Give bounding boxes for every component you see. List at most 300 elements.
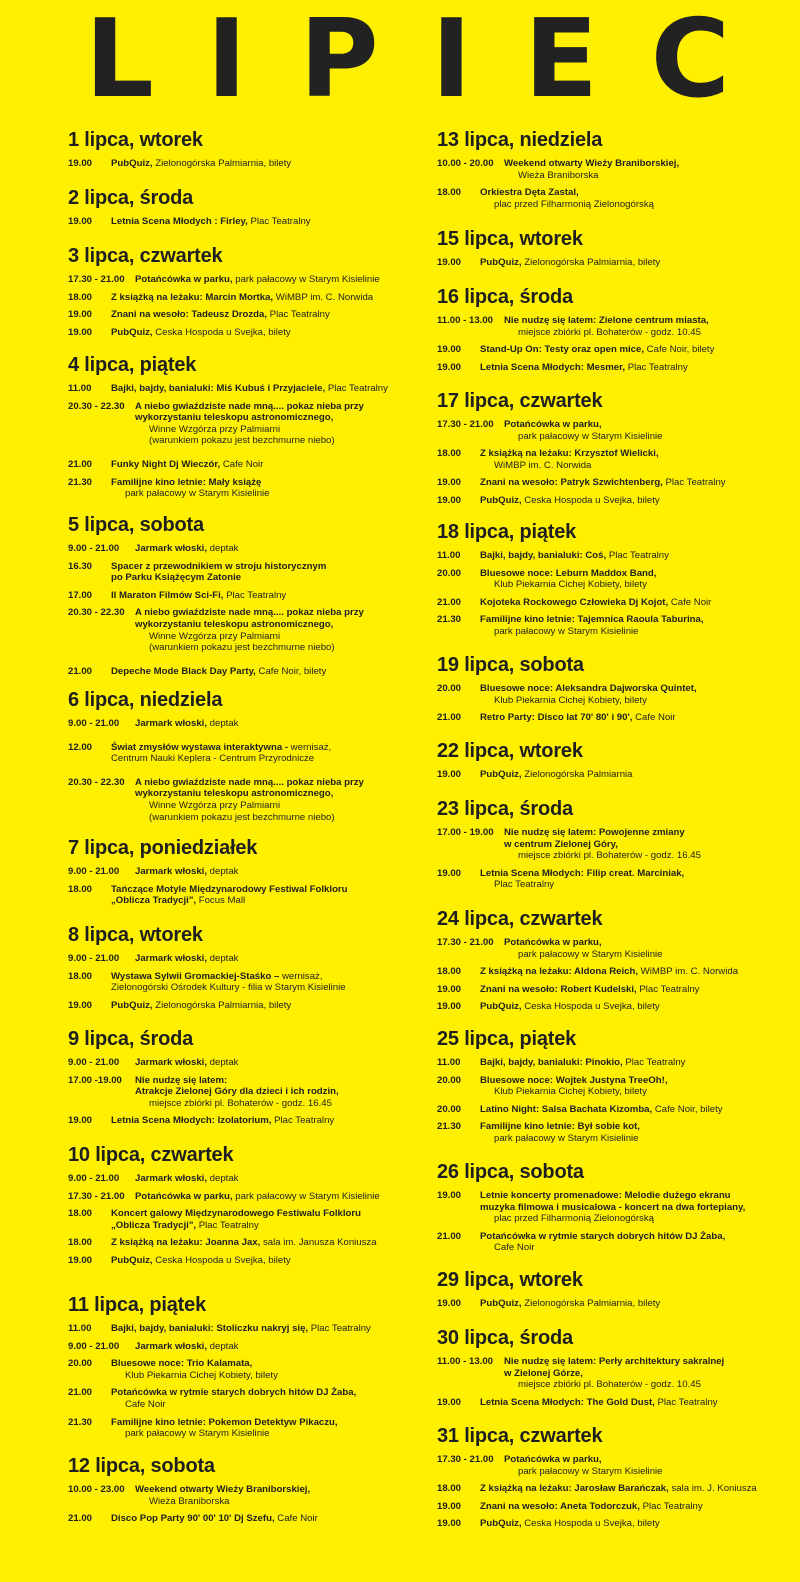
event-detail: Cafe Noir, bilety [652,1103,723,1115]
event-title: Familijne kino letnie: Był sobie kot, [480,1121,640,1133]
event-time: 9.00 - 21.00 [68,1340,120,1352]
event-detail: Cafe Noir [274,1513,318,1525]
day-heading: 23 lipca, środa [437,798,573,820]
event-time: 19.00 [437,1190,462,1201]
event-detail: deptak [207,543,239,554]
event-row [68,158,428,170]
event-row [437,315,797,338]
event-detail: Zielonogórska Palmiarnia, bilety [152,158,292,169]
title-letter: I [431,0,472,122]
event-detail: park pałacowy w Starym Kisielinie [125,1428,270,1440]
event-title: Jarmark włoski, [135,543,207,554]
event-detail: miejsce zbiórki pl. Bohaterów - godz. 10.45 [518,1379,701,1391]
event-detail: park pałacowy w Starym Kisielinie [125,488,270,500]
day-heading: 7 lipca, poniedziałek [68,837,258,859]
event-time: 19.00 [437,1001,462,1013]
day-section [68,353,428,506]
event-title: Letnia Scena Młodych: Izolatorium, [111,1115,272,1127]
day-heading: 30 lipca, środa [437,1327,573,1349]
event-time: 21.30 [68,476,93,488]
event-detail: sala im. Janusza Koniusza [260,1237,377,1249]
event-title: Orkiestra Dęta Zastal, [480,187,579,199]
event-title: Letnia Scena Młodych: Filip creat. Marciniak, [480,867,685,879]
event-title: Nie nudzę się latem: Perły architektury sakralnej w Zielonej Górze, [504,1356,725,1379]
event-title: Nie nudzę się latem: Zielone centrum miasta, [504,315,709,326]
event-row [437,683,797,706]
event-row [68,292,428,304]
event-title: Bluesowe noce: Aleksandra Dajworska Quintet, [480,683,697,694]
event-detail: park pałacowy w Starym Kisielinie [232,274,380,285]
event-title: Weekend otwarty Wieży Braniborskiej, [135,1484,311,1495]
event-title: PubQuiz, [111,999,153,1011]
event-detail: Plac Teatralny [196,1219,259,1231]
event-title: Stand-Up On: Testy oraz open mice, [480,344,645,356]
event-time: 18.00 [437,187,462,199]
event-time: 19.00 [437,1298,462,1309]
event-row [68,590,428,602]
event-title: Bajki, bajdy, banialuki: Pinokio, [480,1057,623,1068]
event-row [437,1075,797,1098]
day-heading: 19 lipca, sobota [437,654,584,676]
event-detail: Plac Teatralny [325,383,388,394]
event-title: Jarmark włoski, [135,1057,207,1068]
event-detail: Zielonogórska Palmiarnia, bilety [152,999,292,1011]
event-detail: WiMBP im. C. Norwida [494,459,592,471]
event-detail: Winne Wzgórza przy Palmiarni (warunkiem pokazu jest bezchmurne niebo) [149,630,335,654]
day-section [437,520,797,644]
event-detail: Plac Teatralny [636,983,700,995]
event-title: PubQuiz, [480,1298,522,1309]
event-time: 18.00 [437,966,462,978]
event-detail: Winne Wzgórza przy Palmiarni (warunkiem pokazu jest bezchmurne niebo) [149,423,335,447]
event-title: Familijne kino letnie: Mały książę [111,476,262,488]
event-row [437,550,797,562]
day-heading: 5 lipca, sobota [68,514,204,536]
event-row [68,1191,428,1203]
event-detail: plac przed Filharmonią Zielonogórską [494,1213,654,1225]
event-title: Bajki, bajdy, banialuki: Miś Kubuś i Przyjaciele, [111,383,326,394]
event-detail: miejsce zbiórki pl. Bohaterów - godz. 10.45 [518,326,701,338]
event-row [68,1237,428,1249]
event-title: Bluesowe noce: Wojtek Justyna TreeOh!, [480,1074,668,1086]
event-row [68,401,428,447]
event-detail: deptak [207,1340,239,1352]
event-row [437,495,797,507]
event-time: 19.00 [437,361,462,373]
day-section [68,244,428,344]
day-heading: 16 lipca, środa [437,286,573,308]
event-time: 20.00 [437,1074,462,1086]
day-section [68,688,428,829]
event-title: Wystawa Sylwii Gromackiej-Staśko – [111,970,280,982]
day-heading: 25 lipca, piątek [437,1028,577,1050]
event-time: 19.00 [68,1115,93,1127]
event-time: 11.00 [437,1057,461,1068]
day-section [437,389,797,513]
event-title: Familijne kino letnie: Pokemon Detektyw Pikaczu, [111,1416,338,1428]
event-detail: Zielonogórska Palmiarnia, bilety [521,257,661,268]
event-title: Letnie koncerty promenadowe: Melodie dużego ekranu muzyka filmowa i musicalowa - koncert na dwa fortepiany, [480,1190,746,1213]
event-detail: Plac Teatralny [308,1323,371,1334]
event-title: PubQuiz, [111,158,153,169]
event-row [437,597,797,609]
event-title: Jarmark włoski, [135,718,207,729]
title-letter: L [85,0,154,122]
event-row [68,1358,428,1381]
event-time: 19.00 [68,309,93,321]
event-title: Bluesowe noce: Trio Kalamata, [111,1358,253,1370]
event-time: 17.30 - 21.00 [437,1454,494,1465]
event-title: Potańcówka w parku, [504,419,602,430]
title-letter: I [206,0,247,122]
event-title: PubQuiz, [480,1001,522,1013]
event-detail: park pałacowy w Starym Kisielinie [494,625,639,637]
day-section [68,1454,428,1531]
event-detail: Cafe Noir [632,712,676,724]
event-title: PubQuiz, [480,1518,522,1530]
event-time: 19.00 [437,477,462,489]
event-row [437,1356,797,1391]
event-title: Świat zmysłów wystawa interaktywna - [111,741,289,753]
event-row [68,1341,428,1353]
event-row [437,827,797,862]
event-row [437,419,797,442]
event-row [68,666,428,678]
event-detail: Zielonogórska Palmiarnia, bilety [521,1298,661,1309]
event-detail: plac przed Filharmonią Zielonogórską [494,198,654,210]
event-time: 18.00 [68,1208,93,1220]
event-title: Nie nudzę się latem: Powojenne zmiany w centrum Zielonej Góry, [504,827,685,850]
event-detail: Cafe Noir [668,596,712,608]
event-title: Jarmark włoski, [135,953,207,964]
event-title: Retro Party: Disco lat 70' 80' i 90', [480,712,633,724]
event-row [437,187,797,210]
event-row [68,274,428,286]
page-title [0,0,800,120]
event-row [437,1057,797,1069]
event-time: 17.00 [68,589,93,601]
event-title: Nie nudzę się latem: Atrakcje Zielonej Góry dla dzieci i ich rodzin, [135,1074,339,1098]
event-detail: deptak [207,718,239,729]
event-row [437,568,797,591]
event-detail: miejsce zbiórki pl. Bohaterów - godz. 16.45 [518,850,701,862]
event-time: 19.00 [437,983,462,995]
event-detail: WiMBP im. C. Norwida [273,291,374,303]
day-section [68,836,428,913]
day-heading: 31 lipca, czwartek [437,1425,603,1447]
event-title: Bajki, bajdy, banialuki: Stoliczku nakryj się, [111,1323,309,1334]
event-detail: Ceska Hospoda u Svejka, bilety [152,1254,291,1266]
event-time: 18.00 [68,883,93,895]
event-detail: park pałacowy w Starym Kisielinie [518,1465,663,1477]
day-section [437,1326,797,1414]
day-heading: 1 lipca, wtorek [68,129,203,151]
event-title: Potańcówka w parku, [135,1190,233,1202]
event-title: Jarmark włoski, [135,866,207,877]
event-time: 11.00 [68,1323,92,1334]
event-time: 11.00 - 13.00 [437,1356,494,1367]
day-section [68,513,428,683]
event-row [68,1173,428,1185]
event-detail: park pałacowy w Starym Kisielinie [232,1190,380,1202]
event-row [437,362,797,374]
event-title: PubQuiz, [111,326,153,338]
event-title: Potańcówka w parku, [135,274,233,285]
day-heading: 12 lipca, sobota [68,1455,215,1477]
event-row [68,742,428,765]
event-title: Potańcówka w rytmie starych dobrych hitów DJ Żaba, [111,1387,357,1399]
day-section [437,1424,797,1536]
day-heading: 9 lipca, środa [68,1028,194,1050]
event-row [437,966,797,978]
event-detail: Winne Wzgórza przy Palmiarni (warunkiem pokazu jest bezchmurne niebo) [149,799,335,823]
event-row [437,769,797,781]
event-row [68,1323,428,1335]
event-time: 20.00 [437,683,462,694]
event-detail: Cafe Noir [125,1398,166,1410]
event-detail: park pałacowy w Starym Kisielinie [494,1132,639,1144]
event-time: 17.30 - 21.00 [68,274,125,285]
event-time: 21.30 [437,1121,462,1133]
event-title: PubQuiz, [480,257,522,268]
day-heading: 26 lipca, sobota [437,1161,584,1183]
event-row [437,344,797,356]
event-row [68,884,428,907]
day-heading: 10 lipca, czwartek [68,1144,234,1166]
event-title: Znani na wesoło: Tadeusz Drozda, [111,309,268,321]
event-detail: wernisaż, Zielonogórski Ośrodek Kultury - filia w Starym Kisielinie [111,970,346,994]
event-row [68,459,428,471]
day-section [68,128,428,176]
event-detail: WiMBP im. C. Norwida [638,966,739,978]
event-row [437,1001,797,1013]
event-time: 21.00 [437,596,462,608]
event-title: Znani na wesoło: Patryk Szwichtenberg, [480,477,663,489]
event-title: A niebo gwiaździste nade mną.... pokaz nieba przy wykorzystaniu teleskopu astronomicznego, [135,607,364,630]
event-row [68,1075,428,1110]
event-detail: Plac Teatralny [267,309,330,321]
event-detail: Wieża Braniborska [518,169,599,181]
event-detail: Plac Teatralny [247,216,311,227]
event-time: 19.00 [68,999,93,1011]
event-row [68,718,428,730]
event-title: PubQuiz, [111,1254,153,1266]
day-heading: 18 lipca, piątek [437,521,577,543]
event-title: A niebo gwiaździste nade mną.... pokaz nieba przy wykorzystaniu teleskopu astronomicznego, [135,400,364,424]
event-detail: Cafe Noir, bilety [255,665,327,677]
event-title: Funky Night Dj Wieczór, [111,458,221,470]
event-time: 21.00 [68,1387,93,1399]
event-time: 17.30 - 21.00 [437,937,494,948]
day-section [437,285,797,379]
event-time: 21.00 [68,458,93,470]
event-row [437,1501,797,1513]
day-section [437,128,797,216]
day-section [437,739,797,787]
event-time: 9.00 - 21.00 [68,866,120,877]
event-time: 20.30 - 22.30 [68,776,125,788]
event-time: 18.00 [437,1483,462,1495]
event-time: 19.00 [437,867,462,879]
day-heading: 4 lipca, piątek [68,354,197,376]
event-title: Potańcówka w parku, [504,1454,602,1465]
event-time: 18.00 [68,1237,93,1249]
event-time: 19.00 [437,1500,462,1512]
event-row [437,1298,797,1310]
event-time: 12.00 [68,741,93,753]
event-time: 21.00 [68,665,93,677]
event-detail: miejsce zbiórki pl. Bohaterów - godz. 16.45 [149,1097,332,1109]
event-title: Latino Night: Salsa Bachata Kizomba, [480,1103,653,1115]
event-row [68,327,428,339]
event-row [437,1104,797,1116]
event-detail: sala im. J. Koniusza [668,1483,757,1495]
event-time: 19.00 [437,494,462,506]
event-time: 21.00 [437,712,462,724]
event-detail: Klub Piekarnia Cichej Kobiety, bilety [125,1369,278,1381]
event-row [437,937,797,960]
event-title: PubQuiz, [480,769,522,780]
event-row [437,158,797,181]
event-time: 16.30 [68,560,93,572]
event-time: 11.00 [68,383,92,394]
event-title: PubQuiz, [480,494,522,506]
event-row [68,216,428,228]
event-time: 21.00 [68,1513,93,1525]
event-time: 17.30 - 21.00 [68,1190,125,1202]
event-time: 18.00 [68,970,93,982]
event-detail: Ceska Hospoda u Svejka, bilety [521,494,660,506]
event-time: 19.00 [437,1518,462,1530]
event-row [68,1000,428,1012]
event-title: Bajki, bajdy, banialuki: Coś, [480,550,607,561]
day-heading: 24 lipca, czwartek [437,908,603,930]
event-time: 10.00 - 23.00 [68,1484,125,1495]
event-title: Disco Pop Party 90' 00' 10' Dj Szefu, [111,1513,275,1525]
event-row [437,1483,797,1495]
event-detail: Ceska Hospoda u Svejka, bilety [521,1001,660,1013]
event-title: Potańcówka w parku, [504,937,602,948]
day-section [437,1160,797,1260]
event-time: 18.00 [437,448,462,460]
event-row [437,868,797,891]
event-row [437,984,797,996]
event-title: A niebo gwiaździste nade mną.... pokaz nieba przy wykorzystaniu teleskopu astronomicznego, [135,776,364,800]
event-title: Tańczące Motyle Międzynarodowy Festiwal Folkloru „Oblicza Tradycji", [111,883,348,907]
event-title: Znani na wesoło: Robert Kudelski, [480,983,637,995]
event-detail: Plac Teatralny [271,1115,335,1127]
event-time: 9.00 - 21.00 [68,1057,120,1068]
event-detail: wernisaż, Centrum Nauki Keplera - Centrum Przyrodnicze [111,741,332,765]
day-heading: 2 lipca, środa [68,187,194,209]
event-detail: Focus Mall [196,895,246,907]
event-row [437,1454,797,1477]
event-title: Kojoteka Rockowego Człowieka Dj Kojot, [480,596,669,608]
event-row [437,448,797,471]
event-detail: park pałacowy w Starym Kisielinie [518,430,663,442]
event-detail: deptak [207,953,239,964]
event-row [68,866,428,878]
event-detail: deptak [207,1173,239,1184]
event-time: 17.00 - 19.00 [437,827,494,838]
event-detail: Klub Piekarnia Cichej Kobiety, bilety [494,579,647,591]
event-row [437,477,797,489]
event-row [68,607,428,653]
event-title: Jarmark włoski, [135,1173,207,1184]
event-detail: Plac Teatralny [662,477,726,489]
event-row [68,777,428,823]
event-detail: Cafe Noir, bilety [644,344,715,356]
day-heading: 3 lipca, czwartek [68,245,223,267]
event-time: 21.30 [68,1416,93,1428]
event-row [68,1057,428,1069]
day-heading: 15 lipca, wtorek [437,228,583,250]
event-time: 9.00 - 21.00 [68,1173,120,1184]
event-time: 17.30 - 21.00 [437,419,494,430]
event-detail: Plac Teatralny [606,550,669,561]
event-title: Familijne kino letnie: Tajemnica Raoula Taburina, [480,614,704,626]
event-title: Z książką na leżaku: Jarosław Barańczak, [480,1483,669,1495]
event-row [68,477,428,500]
day-section [68,1027,428,1133]
day-section [437,907,797,1019]
day-section [68,1143,428,1273]
event-detail: Wieża Braniborska [149,1495,230,1507]
event-time: 19.00 [437,1396,462,1408]
event-row [68,383,428,395]
event-time: 17.00 -19.00 [68,1074,122,1086]
event-detail: Plac Teatralny [223,589,287,601]
day-section [68,923,428,1017]
event-row [68,971,428,994]
event-time: 20.00 [68,1358,93,1370]
day-heading: 13 lipca, niedziela [437,129,603,151]
event-time: 19.00 [68,158,93,169]
event-time: 19.00 [68,326,93,338]
event-detail: Plac Teatralny [625,361,688,373]
event-time: 11.00 [437,550,461,561]
event-detail: Klub Piekarnia Cichej Kobiety, bilety [494,694,647,706]
event-title: Jarmark włoski, [135,1340,207,1352]
event-time: 20.00 [437,567,462,579]
day-heading: 22 lipca, wtorek [437,740,583,762]
title-letter: E [524,0,599,122]
event-row [437,614,797,637]
event-time: 19.00 [437,344,462,356]
event-row [68,309,428,321]
event-time: 20.30 - 22.30 [68,400,125,412]
event-time: 21.00 [437,1230,462,1242]
event-detail: Plac Teatralny [639,1500,703,1512]
event-row [437,1190,797,1225]
event-title: II Maraton Filmów Sci-Fi, [111,589,224,601]
event-title: Znani na wesoło: Aneta Todorczuk, [480,1500,640,1512]
event-row [437,257,797,269]
event-row [68,1484,428,1507]
event-title: Depeche Mode Black Day Party, [111,665,256,677]
day-section [437,227,797,275]
event-title: Z książką na leżaku: Joanna Jax, [111,1237,261,1249]
event-row [68,561,428,584]
event-detail: Plac Teatralny [494,879,555,891]
event-detail: Plac Teatralny [654,1396,718,1408]
event-row [437,1121,797,1144]
day-heading: 29 lipca, wtorek [437,1269,583,1291]
day-heading: 6 lipca, niedziela [68,689,223,711]
title-letter: P [299,0,379,122]
event-detail: Cafe Noir [494,1242,535,1254]
event-time: 11.00 - 13.00 [437,315,494,326]
